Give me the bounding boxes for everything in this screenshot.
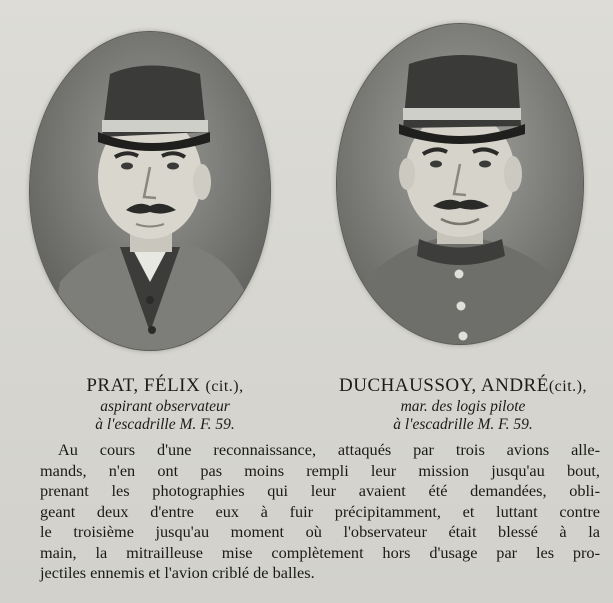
soldier-photo-icon	[337, 24, 583, 344]
citation-mark: (cit.),	[548, 378, 587, 395]
portrait-prat-felix	[30, 32, 270, 350]
person-unit: à l'escadrille M. F. 59.	[95, 416, 235, 433]
caption-right	[318, 375, 608, 434]
person-name: PRAT, FÉLIX	[86, 375, 201, 396]
portrait-duchaussoy-andre	[337, 24, 583, 344]
soldier-photo-icon	[30, 32, 270, 350]
paragraph-line: jectiles ennemis et l'avion criblé de balles.	[40, 563, 315, 582]
citation-paragraph	[40, 440, 600, 584]
person-name: DUCHAUSSOY, ANDRÉ	[339, 375, 549, 396]
person-unit: à l'escadrille M. F. 59.	[393, 416, 533, 433]
paragraph-line: Au cours d'une reconnaissance, attaqués par trois avions alle-	[58, 440, 600, 459]
person-name-line	[30, 375, 300, 398]
paragraph-line: main, la mitrailleuse mise complètement hors d'usage par les pro-	[40, 542, 600, 562]
caption-left	[30, 375, 300, 434]
citation-mark: (cit.),	[205, 378, 244, 395]
person-rank: mar. des logis pilote	[400, 398, 526, 415]
paragraph-line: le troisième jusqu'au moment où l'observateur était blessé à la	[40, 522, 600, 541]
paragraph-line: prenant les photographies qui leur avaient été demandées, obli-	[40, 481, 600, 500]
paragraph-line: geant deux d'entre eux à fuir précipitamment, et luttant contre	[40, 501, 600, 521]
person-rank: aspirant observateur	[100, 398, 230, 415]
person-name-line	[318, 375, 608, 398]
paragraph-line: mands, n'en ont pas moins rempli leur mission jusqu'au bout,	[40, 460, 600, 480]
